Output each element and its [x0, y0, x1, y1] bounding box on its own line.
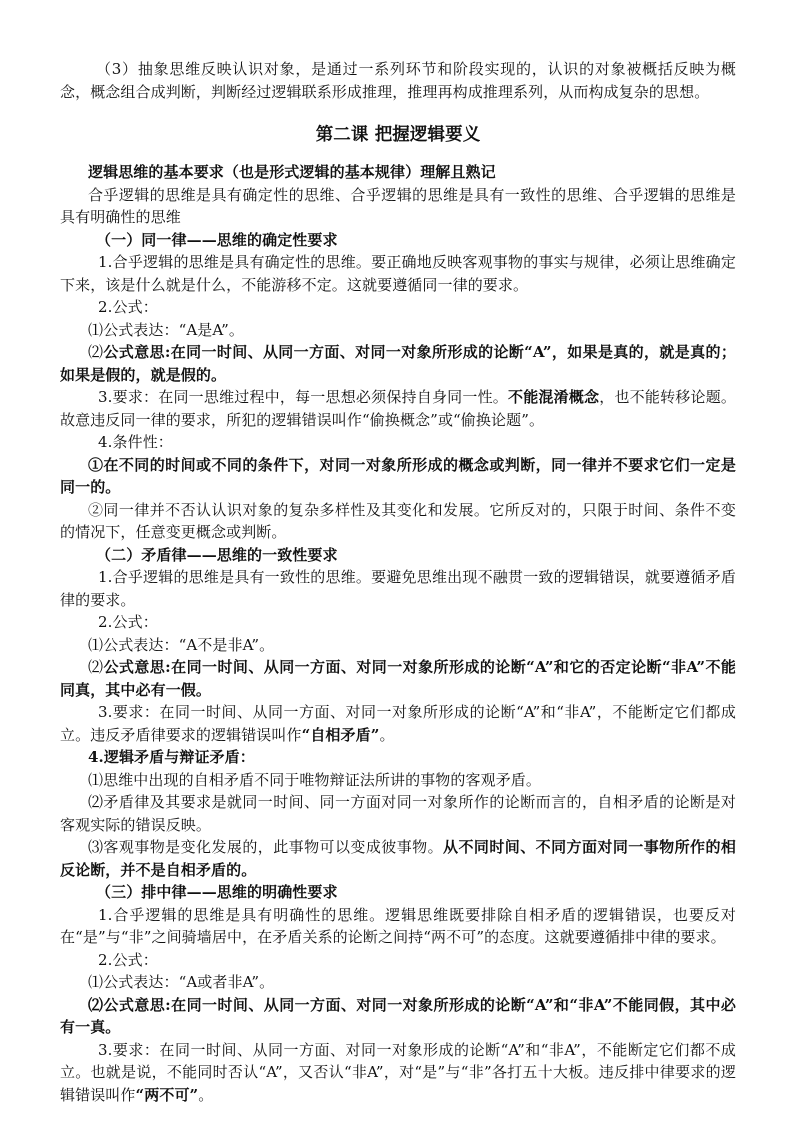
identity-condition-label: 4.条件性： [98, 433, 173, 451]
contradiction-req-b: “自相矛盾” [301, 725, 380, 744]
excluded-middle-req-b: “两不可” [135, 1085, 199, 1104]
intro-paragraph: （3）抽象思维反映认识对象，是通过一系列环节和阶段实现的，认识的对象被概括反映为概念，概念组合成判断，判断经过逻辑联系形成推理，推理再构成推理系列，从而构成复杂的思想。 [60, 60, 736, 101]
excluded-middle-req-a: 3.要求：在同一时间、从同一方面、对同一对象形成的论断“A”和“非A”，不能断定它们都不成立。也就是说，不能同时否认“A”，又否认“非A”，对“是”与“非”各打五十大板。违反排中律要求的逻辑错误叫作 [60, 1040, 736, 1104]
section-heading-excluded-middle: （三）排中律——思维的明确性要求 [96, 883, 338, 901]
identity-meaning-text: 公式意思:在同一时间、从同一方面、对同一对象所形成的论断“A”，如果是真的，就是真的；如果是假的，就是假的。 [60, 343, 736, 384]
contradiction-formula-meaning [60, 656, 736, 701]
contradiction-point-1: 1.合乎逻辑的思维是具有一致性的思维。要避免思维出现不融贯一致的逻辑错误，就要遵循矛盾律的要求。 [60, 568, 736, 609]
contradiction-item-3 [60, 836, 736, 881]
identity-meaning-num: ⑵ [88, 343, 104, 361]
excluded-middle-point-1: 1.合乎逻辑的思维是具有明确性的思维。逻辑思维既要排除自相矛盾的逻辑错误，也要反对在“是”与“非”之间骑墙居中，在矛盾关系的论断之间持“两不可”的态度。这就要遵循排中律的要求。 [60, 905, 736, 946]
contradiction-item-3b: 从不同时间、不同方面对同一事物所作的相反论断，并不是自相矛盾的。 [60, 838, 736, 879]
excluded-middle-requirement [60, 1039, 736, 1107]
identity-formula-meaning [60, 341, 736, 386]
identity-requirement [60, 386, 736, 431]
section-heading-contradiction: （二）矛盾律——思维的一致性要求 [96, 545, 338, 564]
contradiction-formula-expression: ⑴公式表达：“A不是非A”。 [88, 635, 275, 654]
contradiction-logic-vs-dialectic: 4.逻辑矛盾与辩证矛盾： [88, 748, 255, 766]
contradiction-meaning-text: 公式意思:在同一时间、从同一方面、对同一对象所形成的论断“A”和它的否定论断“非A”不能同真，其中必有一假。 [60, 658, 736, 699]
main-heading: 逻辑思维的基本要求（也是形式逻辑的基本规律）理解且熟记 [88, 163, 496, 181]
excluded-middle-formula-expression: ⑴公式表达：“A或者非A”。 [88, 973, 275, 991]
contradiction-item-3a: ⑶客观事物是变化发展的，此事物可以变成彼事物。 [88, 838, 444, 856]
contradiction-item-2: ⑵矛盾律及其要求是就同一时间、同一方面对同一对象所作的论断而言的，自相矛盾的论断是对客观实际的错误反映。 [60, 793, 736, 834]
summary-paragraph: 合乎逻辑的思维是具有确定性的思维、合乎逻辑的思维是具有一致性的思维、合乎逻辑的思维是具有明确性的思维 [60, 185, 736, 226]
section-heading-identity: （一）同一律——思维的确定性要求 [96, 230, 338, 249]
identity-formula-label: 2.公式： [98, 298, 158, 316]
contradiction-formula-label: 2.公式： [98, 613, 158, 631]
excluded-middle-formula-meaning: ⑵公式意思:在同一时间、从同一方面、对同一对象所形成的论断“A”和“非A”不能同假，其中必有一真。 [60, 995, 736, 1036]
contradiction-item-1: ⑴思维中出现的自相矛盾不同于唯物辩证法所讲的事物的客观矛盾。 [88, 770, 542, 789]
identity-condition-1: ①在不同的时间或不同的条件下，对同一对象所形成的概念或判断，同一律并不要求它们一定是同一的。 [60, 455, 736, 496]
contradiction-meaning-num: ⑵ [88, 658, 104, 676]
identity-condition-2: ②同一律并不否认认识对象的复杂多样性及其变化和发展。它所反对的，只限于时间、条件不变的情况下，任意变更概念或判断。 [60, 500, 736, 541]
contradiction-req-a: 3.要求：在同一时间、从同一方面、对同一对象所形成的论断“A”和“非A”，不能断定它们都成立。违反矛盾律要求的逻辑错误叫作 [60, 703, 736, 744]
identity-req-c: ，也不能转移论题。故意违反同一律的要求，所犯的逻辑错误叫作“偷换概念”或“偷换论题”。 [60, 388, 737, 429]
identity-req-b: 不能混淆概念 [508, 388, 600, 406]
identity-req-a: 3.要求：在同一思维过程中，每一思想必须保持自身同一性。 [98, 388, 508, 406]
identity-formula-expression: ⑴公式表达：“A是A”。 [88, 320, 244, 339]
excluded-middle-formula-label: 2.公式： [98, 950, 158, 969]
contradiction-req-c: 。 [379, 725, 395, 744]
lesson-title: 第二课 把握逻辑要义 [315, 125, 481, 145]
document-page [60, 58, 736, 1106]
excluded-middle-req-c: 。 [198, 1085, 214, 1104]
contradiction-requirement [60, 701, 736, 746]
identity-point-1: 1.合乎逻辑的思维是具有确定性的思维。要正确地反映客观事物的事实与规律，必须让思维确定下来，该是什么就是什么，不能游移不定。这就要遵循同一律的要求。 [60, 253, 736, 294]
